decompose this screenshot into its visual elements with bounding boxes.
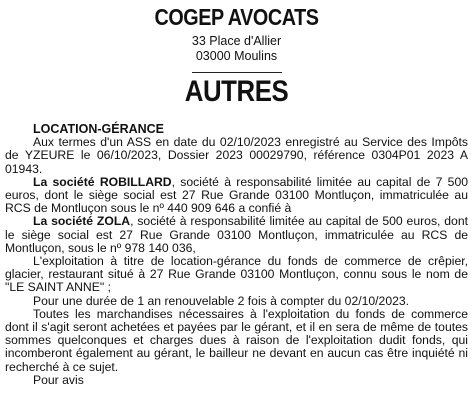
notice-heading: LOCATION-GÉRANCE (33, 122, 165, 136)
address-street: 33 Place d'Allier (191, 34, 282, 48)
notice-header (0, 0, 473, 107)
firm-address (0, 34, 473, 64)
address-city: 03000 Moulins (195, 49, 278, 63)
paragraph-act: Aux termes d'un ASS en date du 02/10/2023 enregistré au Service des Impôts de YZEURE le 06/10/2023, Dossier 2023 00029790, référence 0304P01 2023 A 01943. (5, 135, 468, 176)
paragraph-business: L'exploitation à titre de location-gérance du fonds de commerce de crêpier, glacier, restaurant situé à 27 Rue Grande 03100 Montluçon, connu sous le nom de "LE SAINT ANNE" ; (5, 254, 468, 295)
paragraph-goods: Toutes les marchandises nécessaires à l'exploitation du fonds de commerce dont il s'agit seront achetées et payées par le gérant, et il en sera de même de toutes sommes quelconques et charges dues à raison de l'exploitation dudit fonds, qui incomberont également au gérant, le bailleur ne devant en aucun cas être inquiété ni recherché à ce sujet. (5, 306, 468, 374)
notice-body (5, 123, 468, 387)
paragraph-duration: Pour une durée de 1 an renouvelable 2 fois à compter du 02/10/2023. (33, 293, 410, 308)
lessee-details: , société à responsabilité limitée au capital de 500 euros, dont le siège social est 27 Rue Grande 03100 Montluçon, immatriculée au RCS de Montluçon, sous le nº 978 140 036, (5, 214, 468, 255)
paragraph-lessor (5, 176, 468, 216)
section-title: AUTRES (184, 75, 289, 108)
header-divider (192, 72, 282, 73)
closing-line: Pour avis (33, 372, 84, 387)
paragraph-lessee (5, 215, 468, 255)
lessee-company: La société ZOLA (33, 214, 131, 229)
firm-name: COGEP AVOCATS (154, 4, 319, 30)
lessor-company: La société ROBILLARD (33, 174, 172, 189)
lessor-details: , société à responsabilité limitée au capital de 7 500 euros, dont le siège social est 27 Rue Grande 03100 Montluçon, immatriculée au RCS de Montluçon sous le nº 440 909 646 a confié à (5, 174, 468, 216)
